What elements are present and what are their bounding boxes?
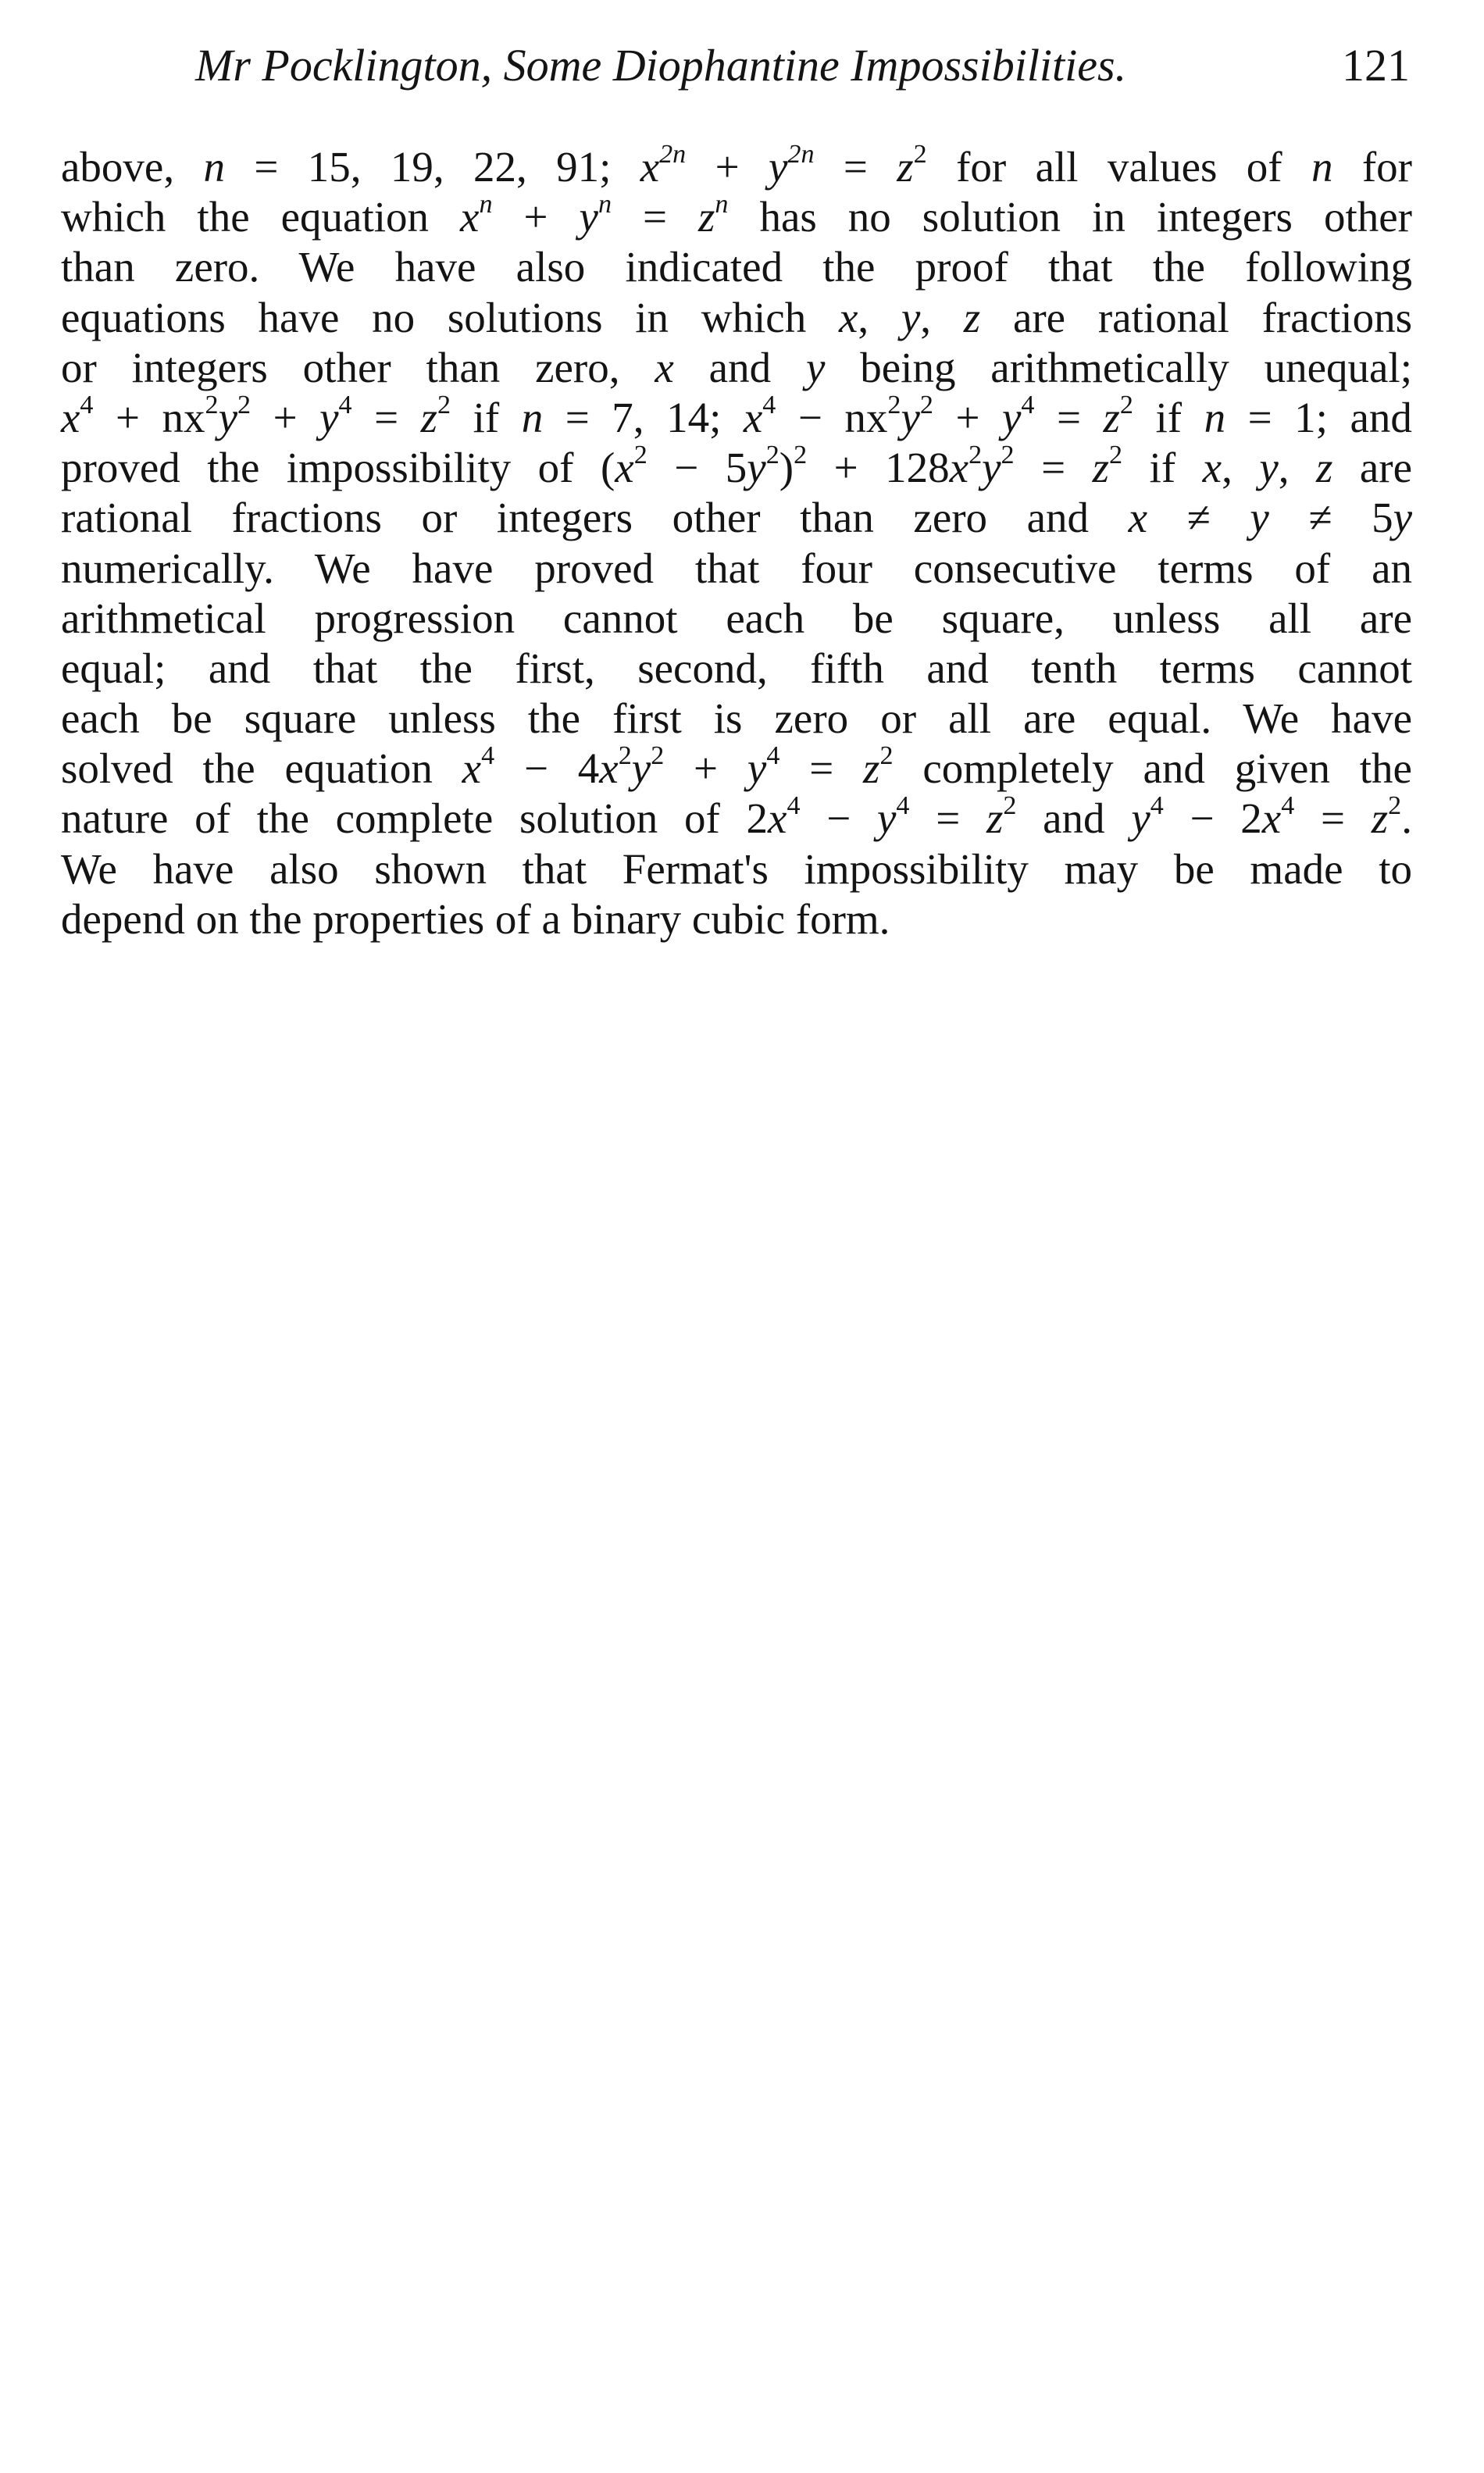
body-paragraph [61, 142, 1412, 944]
text-line: nature of the complete solution of $2x^4 - y^4 = z^2$ and $y^4 - 2x^4 = z^2$. [61, 791, 1412, 843]
text-line: rational fractions or integers other than zero and x ≠ y ≠ 5y [61, 494, 1413, 542]
text-line: or integers other than zero, x and y being arithmetically unequal; [61, 343, 1412, 391]
text-line: We have also shown that Fermat's impossibility may be made to [61, 844, 1412, 893]
text-line: equations have no solutions in which x, y, z are rational fractions [61, 293, 1412, 341]
text-line: depend on the properties of a binary cubic form. [61, 894, 890, 943]
text-line: solved the equation $x^4 - 4x^2y^2 + y^4 = z^2$ completely and given the [61, 741, 1412, 793]
text-line: each be square unless the first is zero or all are equal. We have [61, 694, 1412, 743]
text-line: which the equation $x^n + y^n = z^n$ has no solution in integers other [61, 190, 1412, 241]
text-line: $x^4 + nx^2y^2 + y^4 = z^2$ if n = 7, 14; $x^4 - nx^2y^2 + y^4 = z^2$ if n = 1; and [61, 391, 1412, 441]
text-line: than zero. We have also indicated the proof that the following [61, 243, 1412, 291]
text-line: arithmetical progression cannot each be square, unless all are [61, 594, 1412, 642]
page-number: 121 [1342, 40, 1410, 91]
text-line: numerically. We have proved that four consecutive terms of an [61, 544, 1412, 592]
text-line: proved the impossibility of $(x^2 - 5y^2)^2 + 128x^2y^2 = z^2$ if x, y, z are [61, 441, 1413, 492]
running-title: Mr Pocklington, Some Diophantine Impossibilities. [195, 40, 1127, 91]
text-line: equal; and that the first, second, fifth and tenth terms cannot [61, 644, 1412, 692]
text-line: above, n = 15, 19, 22, 91; $x^{2n} + y^{2n} = z^2$ for all values of n for [61, 140, 1412, 191]
running-head [55, 39, 1410, 102]
